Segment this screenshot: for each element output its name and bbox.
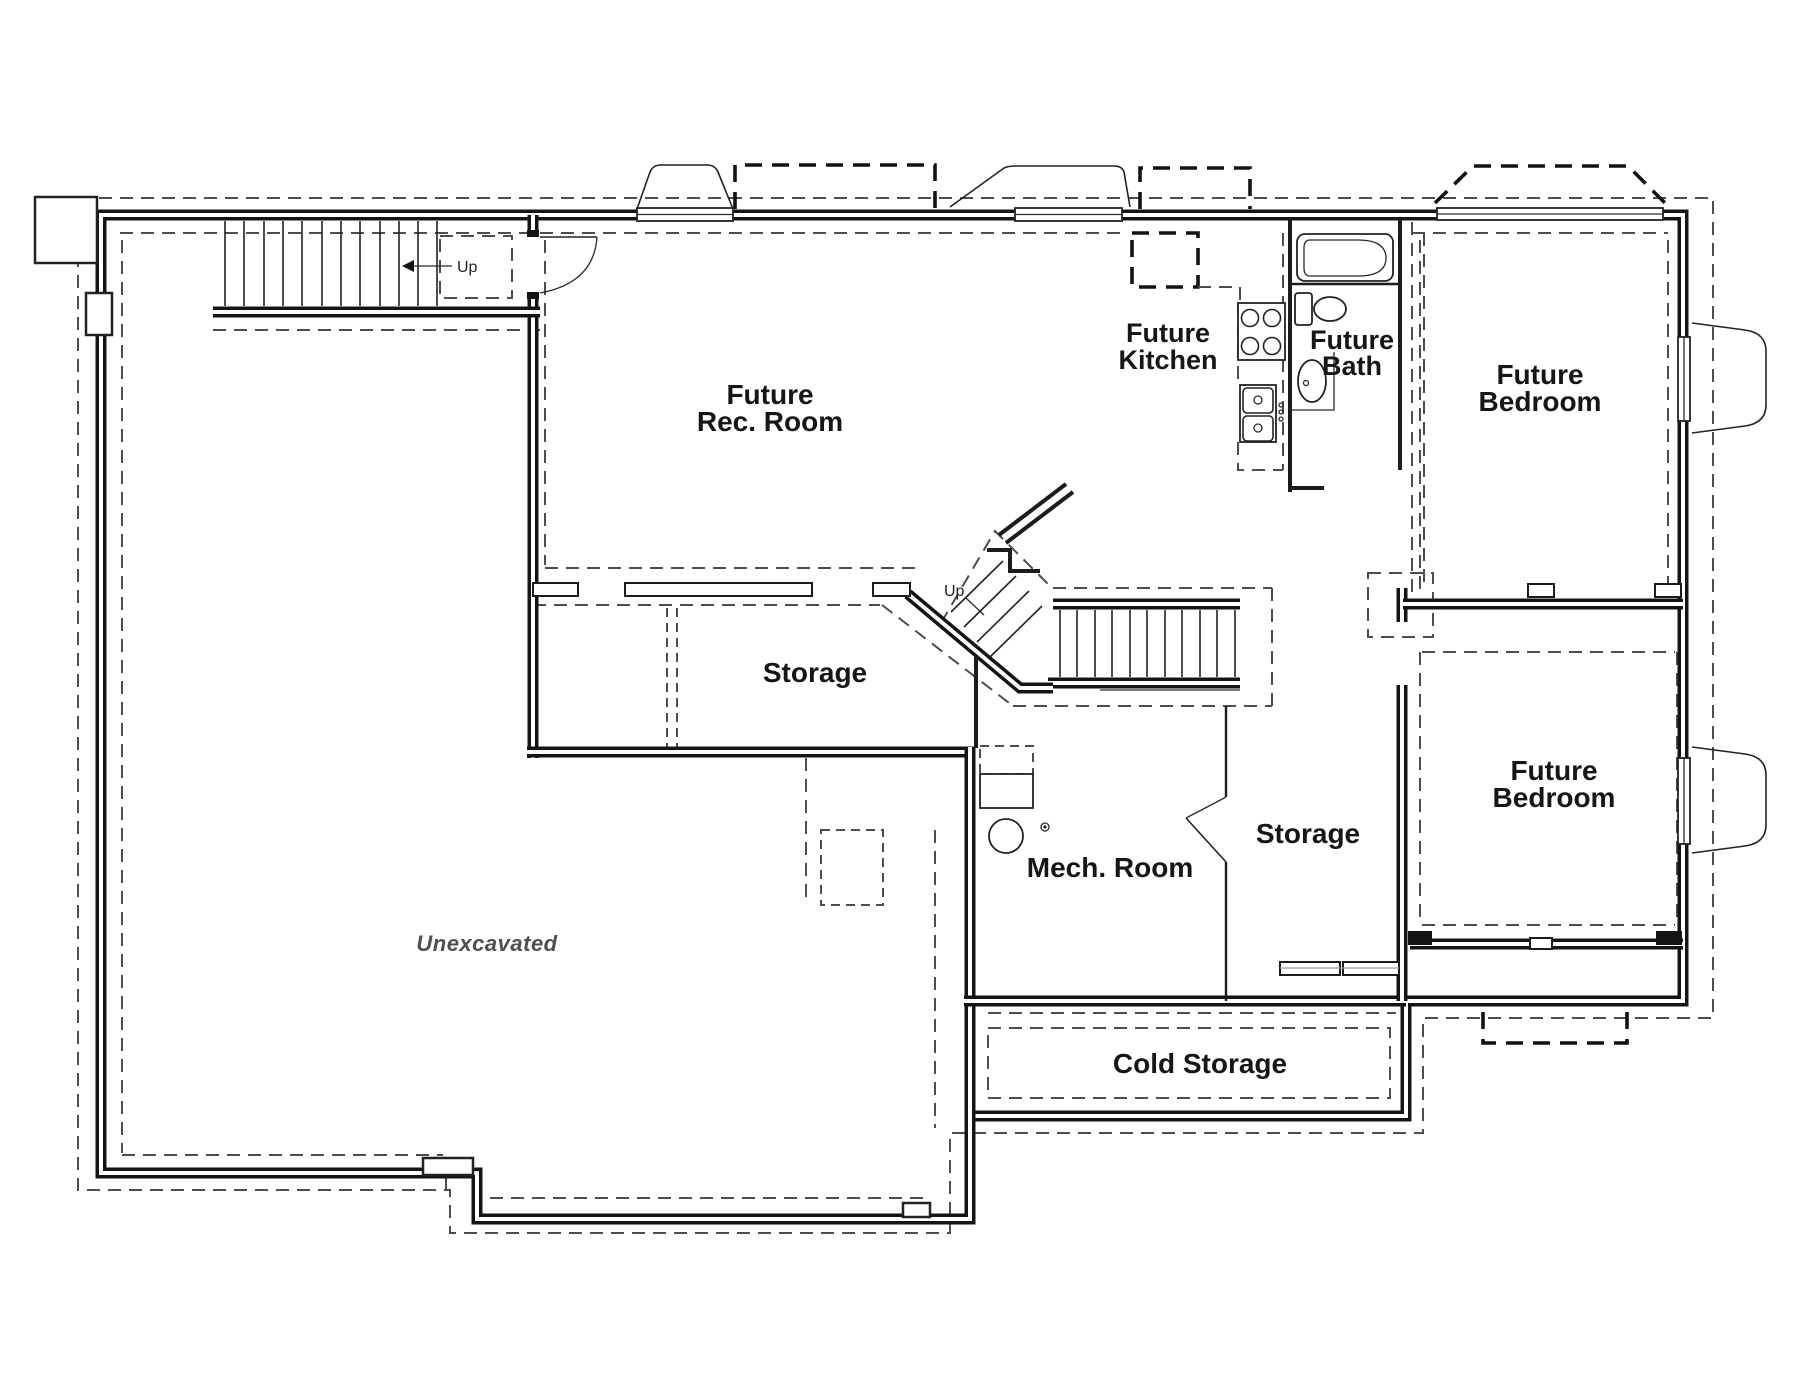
interior-bearing-walls	[213, 215, 1683, 1120]
faucet-dot	[1279, 417, 1283, 421]
faucet-dot	[1279, 410, 1283, 414]
kitchen-label-line2: Kitchen	[1118, 345, 1218, 375]
faucet-dot	[1279, 403, 1283, 407]
door-jamb	[527, 292, 539, 299]
interior-dashed-lines	[120, 222, 1677, 1198]
up-leader-line	[966, 598, 984, 615]
mech-room-fixtures	[980, 746, 1049, 853]
wall-step-block	[423, 1158, 473, 1175]
foundation-walls	[101, 215, 1683, 1219]
door-jamb	[527, 230, 539, 237]
wall-pier	[903, 1203, 930, 1217]
unexcavated-label: Unexcavated	[416, 931, 558, 956]
mech-room-label: Mech. Room	[1026, 852, 1194, 883]
water-heater	[989, 819, 1023, 853]
toilet-bowl	[1314, 297, 1346, 321]
bedroom-bottom-label-line2: Bedroom	[1492, 782, 1616, 813]
rec-room-label-line1: Future	[726, 379, 814, 410]
chimney-footing	[35, 197, 97, 263]
stair-up-label-entry: Up	[457, 259, 478, 276]
bedroom-top-label-line1: Future	[1496, 359, 1584, 390]
rec-room-door-swing	[540, 237, 597, 293]
bedroom-bottom-label-line1: Future	[1510, 755, 1598, 786]
bath-label-line2: Bath	[1322, 351, 1382, 381]
window-well-right-1	[1692, 323, 1766, 433]
floor-drain-center	[1044, 826, 1047, 829]
window-well-top-1	[637, 165, 733, 209]
storage-right-label: Storage	[1255, 818, 1361, 849]
rec-room-label-line2: Rec. Room	[696, 406, 844, 437]
cold-storage-label: Cold Storage	[1112, 1048, 1288, 1079]
bath-label-line1: Future	[1310, 325, 1394, 355]
stair-upper-wall-b	[1006, 492, 1073, 543]
storage-door-swing	[1186, 797, 1226, 818]
foundation-piers	[35, 197, 930, 1217]
wall-pier	[86, 293, 112, 335]
furnace-dashed	[980, 746, 1033, 774]
deck-footprint-dashed-2	[1140, 168, 1250, 209]
porch-footprint-dashed	[1483, 1012, 1627, 1043]
window-well-top-2	[950, 166, 1130, 207]
kitchen-island-dashed	[1132, 233, 1198, 287]
kitchen-label-line1: Future	[1126, 318, 1210, 348]
footing-dashed-outline	[78, 198, 1713, 1233]
up-arrow-head	[402, 260, 414, 272]
bedroom-top-label-line2: Bedroom	[1478, 386, 1602, 417]
deck-footprint-dashed-1	[735, 165, 935, 209]
toilet-tank	[1295, 293, 1312, 325]
stair-upper-wall-a	[999, 484, 1066, 535]
bathtub	[1297, 234, 1393, 281]
room-labels	[416, 318, 1615, 1079]
stair-up-label-main: Up	[944, 583, 965, 600]
main-stair	[908, 484, 1240, 748]
window-well-right-2	[1692, 747, 1766, 853]
furnace	[980, 774, 1033, 808]
storage-left-label: Storage	[762, 657, 868, 688]
